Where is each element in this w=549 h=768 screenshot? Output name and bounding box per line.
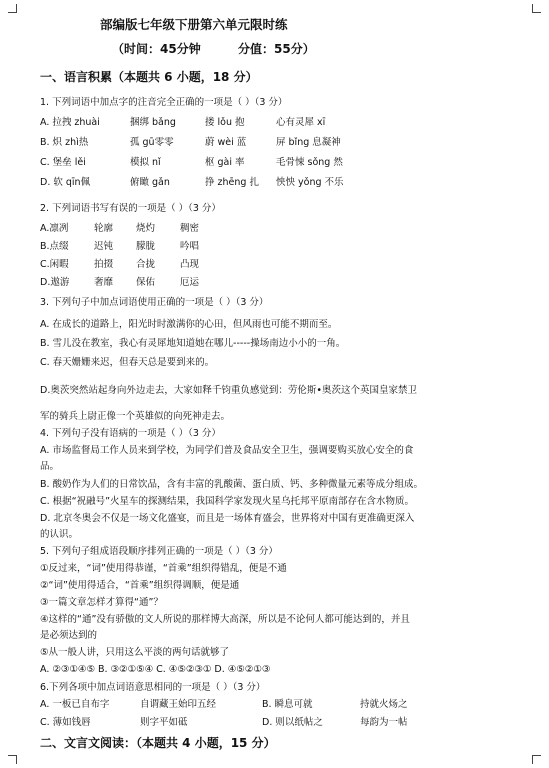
q2-d-2: 奢靡 xyxy=(94,277,114,288)
q4-option-d: D. 北京冬奥会不仅是一场文化盛宴，而且是一场体育盛会，世界将对中国有更准确更深入 xyxy=(40,513,415,524)
q1-b-3: 蔚 wèi 蓝 xyxy=(205,137,247,148)
q6-a-2: 自谓藏王始印五经 xyxy=(140,699,217,710)
crop-mark-top-left xyxy=(8,4,17,13)
q6-c-2: 则字平如砥 xyxy=(140,717,188,728)
q4-stem: 4. 下列句子没有语病的一项是（ ）（3 分） xyxy=(40,428,221,439)
q2-d-3: 保佑 xyxy=(136,277,156,288)
q6-stem: 6.下列各项中加点词语意思相同的一项是（ ）（3 分） xyxy=(40,682,266,693)
q1-b-4: 屏 bǐng 息凝神 xyxy=(276,137,341,148)
q1-d-3: 挣 zhēng 扎 xyxy=(205,177,259,188)
q6-c-1: C. 薄如钱唇 xyxy=(40,717,91,728)
q5-sentence-2: ②“词”使用得适合，“首乘”组织得调顺，便是通 xyxy=(40,580,240,591)
q2-c-3: 合拢 xyxy=(136,259,156,270)
q5-sentence-5: ⑤从一般人讲，只用这么平淡的两句话就够了 xyxy=(40,647,230,658)
q2-stem: 2. 下列词语书写有误的一项是（ ）（3 分） xyxy=(40,203,221,214)
q4-option-a-cont: 品。 xyxy=(40,461,60,472)
q3-option-d-line1: D.奥茨突然站起身向外边走去，大家如释千钧重负感觉到：劳伦斯•奥茨这个英国皇家禁卫 xyxy=(40,385,417,396)
q1-c-3: 枢 gài 率 xyxy=(205,157,245,168)
q1-b-1: B. 炽 zhì热 xyxy=(40,137,89,148)
q3-option-d-line2: 军的骑兵上尉正像一个英雄似的向死神走去。 xyxy=(40,411,231,422)
q1-c-2: 模拟 nǐ xyxy=(130,157,161,168)
q2-b-1: B.点缀 xyxy=(40,241,69,252)
q2-c-4: 凸现 xyxy=(180,259,200,270)
q5-sentence-4: ④这样的“通”没有骄傲的文人所说的那样博大高深，所以是不论何人都可能达到的，并且 xyxy=(40,614,410,625)
q6-d-1: D. 则以纸帖之 xyxy=(262,717,323,728)
time-label: （时间：45分钟 xyxy=(112,42,201,56)
q6-b-2: 持就火炀之 xyxy=(360,699,408,710)
q1-c-4: 毛骨悚 sǒng 然 xyxy=(276,157,343,168)
q2-b-3: 朦胧 xyxy=(136,241,156,252)
q5-sentence-4-cont: 是必须达到的 xyxy=(40,630,98,641)
section-2-heading: 二、文言文阅读：（本题共 4 小题，15 分） xyxy=(40,736,276,750)
q2-a-3: 烧灼 xyxy=(136,223,156,234)
q1-a-1: A. 拉拽 zhuài xyxy=(40,117,100,128)
q2-d-1: D.遨游 xyxy=(40,277,70,288)
q5-sentence-1: ①反过来，“词”使用得恭谨，“首乘”组织得错乱，便是不通 xyxy=(40,563,287,574)
q1-stem: 1. 下列词语中加点字的注音完全正确的一项是（ ）（3 分） xyxy=(40,97,288,108)
q2-a-4: 稠密 xyxy=(180,223,200,234)
q2-d-4: 厄运 xyxy=(180,277,200,288)
q4-option-a: A. 市场监督局工作人员来到学校，为同学们普及食品安全卫生，强调要购买放心安全的食 xyxy=(40,445,414,456)
q4-option-d-cont: 的认识。 xyxy=(40,529,79,540)
q2-b-4: 吟唱 xyxy=(180,241,200,252)
crop-mark-bottom-right xyxy=(532,755,541,764)
q1-c-1: C. 堡垒 lěi xyxy=(40,157,86,168)
q6-a-1: A. 一板已自布字 xyxy=(40,699,110,710)
q6-d-2: 每韵为一帖 xyxy=(360,717,408,728)
q2-a-2: 轮廓 xyxy=(94,223,114,234)
page-title: 部编版七年级下册第六单元限时练 xyxy=(100,17,288,32)
q2-b-2: 迟钝 xyxy=(94,241,114,252)
q5-stem: 5. 下列句子组成语段顺序排列正确的一项是（ ）（3 分） xyxy=(40,546,278,557)
q5-sentence-3: ③一篇文章怎样才算得“通”？ xyxy=(40,597,163,608)
crop-mark-top-right xyxy=(532,4,541,13)
q1-a-3: 搂 lǒu 抱 xyxy=(205,117,245,128)
q5-options: A. ②③①④⑤ B. ③②①⑤④ C. ④⑤②③① D. ④⑤②①③ xyxy=(40,664,271,675)
q6-b-1: B. 瞬息可就 xyxy=(262,699,313,710)
q1-d-4: 怏怏 yǒng 不乐 xyxy=(276,177,344,188)
section-1-heading: 一、语言积累（本题共 6 小题，18 分） xyxy=(40,70,258,84)
crop-mark-bottom-left xyxy=(8,755,17,764)
q2-c-1: C.闲暇 xyxy=(40,259,69,270)
q1-b-2: 孤 gū零零 xyxy=(130,137,174,148)
q4-option-b: B. 酸奶作为人们的日常饮品，含有丰富的乳酸菌、蛋白质、钙、多种微量元素等成分组成。 xyxy=(40,479,424,490)
q3-option-b: B. 雪儿没在教室，我心有灵犀地知道她在哪儿-----操场南边小小的一角。 xyxy=(40,338,346,349)
q3-stem: 3. 下列句子中加点词语使用正确的一项是（ ）（3 分） xyxy=(40,297,269,308)
q4-option-c: C. 根据“祝融号”火星车的探测结果，我国科学家发现火星乌托邦平原南部存在含水物质。 xyxy=(40,496,415,507)
q1-d-2: 俯瞰 gǎn xyxy=(130,177,170,188)
q1-a-2: 捆绑 bǎng xyxy=(130,117,176,128)
q2-c-2: 拍掇 xyxy=(94,259,114,270)
q1-a-4: 心有灵犀 xī xyxy=(276,117,326,128)
score-label: 分值：55分） xyxy=(238,42,315,56)
q2-a-1: A.凛冽 xyxy=(40,223,69,234)
q3-option-a: A. 在成长的道路上，阳光时时激满你的心田，但风雨也可能不期而至。 xyxy=(40,319,338,330)
q1-d-1: D. 软 qīn佩 xyxy=(40,177,91,188)
q3-option-c: C. 春天姗姗来迟，但春天总是要到来的。 xyxy=(40,357,215,368)
